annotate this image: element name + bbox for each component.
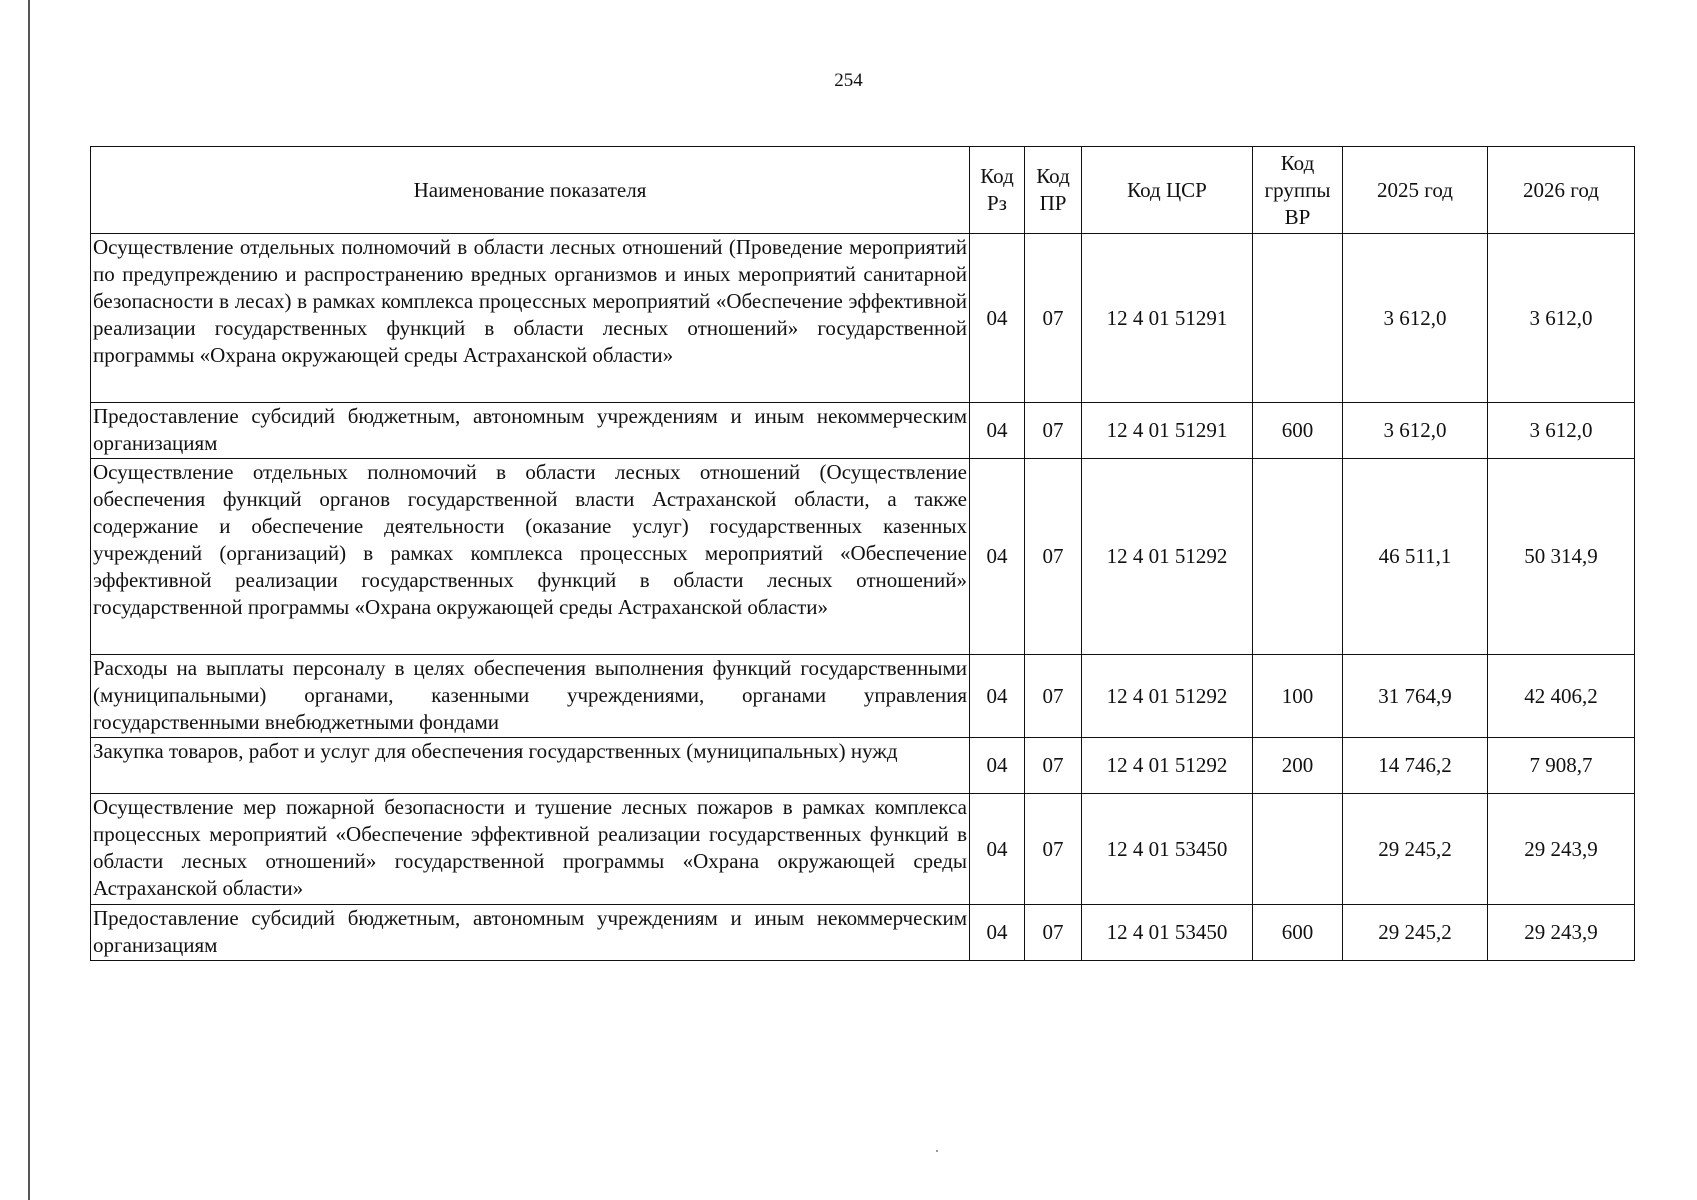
row-vr: 600 bbox=[1253, 403, 1343, 459]
row-rz: 04 bbox=[970, 738, 1025, 794]
row-vr bbox=[1253, 234, 1343, 403]
row-csr: 12 4 01 51292 bbox=[1082, 738, 1253, 794]
row-2025: 3 612,0 bbox=[1343, 234, 1488, 403]
table-row bbox=[91, 234, 1635, 403]
header-row bbox=[91, 147, 1635, 234]
row-vr bbox=[1253, 459, 1343, 655]
header-vr: Код группы ВР bbox=[1253, 147, 1343, 234]
row-rz: 04 bbox=[970, 459, 1025, 655]
row-name: Предоставление субсидий бюджетным, автономным учреждениям и иным некоммерческим организациям bbox=[91, 905, 970, 961]
row-2026: 29 243,9 bbox=[1488, 905, 1635, 961]
table-row bbox=[91, 738, 1635, 794]
row-name: Расходы на выплаты персоналу в целях обеспечения выполнения функций государственными (муниципальными) органами, казенными учреждениями, органами управления государственными внебюджетными фондами bbox=[91, 655, 970, 738]
row-csr: 12 4 01 51292 bbox=[1082, 459, 1253, 655]
row-csr: 12 4 01 53450 bbox=[1082, 794, 1253, 905]
row-2025: 3 612,0 bbox=[1343, 403, 1488, 459]
header-rz: Код Рз bbox=[970, 147, 1025, 234]
row-rz: 04 bbox=[970, 905, 1025, 961]
row-csr: 12 4 01 51292 bbox=[1082, 655, 1253, 738]
row-rz: 04 bbox=[970, 655, 1025, 738]
row-2025: 31 764,9 bbox=[1343, 655, 1488, 738]
row-2026: 42 406,2 bbox=[1488, 655, 1635, 738]
budget-table bbox=[90, 146, 1635, 961]
table-row bbox=[91, 905, 1635, 961]
row-name: Осуществление отдельных полномочий в области лесных отношений (Проведение мероприятий по предупреждению и распространению вредных организмов и иных мероприятий санитарной безопасности в лесах) в рамках комплекса процессных мероприятий «Обеспечение эффективной реализации государственных функций в области лесных отношений» государственной программы «Охрана окружающей среды Астраханской области» bbox=[91, 234, 970, 403]
header-2026: 2026 год bbox=[1488, 147, 1635, 234]
row-pr: 07 bbox=[1025, 459, 1082, 655]
row-2026: 29 243,9 bbox=[1488, 794, 1635, 905]
table-row bbox=[91, 655, 1635, 738]
row-2026: 7 908,7 bbox=[1488, 738, 1635, 794]
header-2025: 2025 год bbox=[1343, 147, 1488, 234]
row-pr: 07 bbox=[1025, 905, 1082, 961]
table-body bbox=[91, 234, 1635, 961]
table-header bbox=[91, 147, 1635, 234]
row-pr: 07 bbox=[1025, 403, 1082, 459]
row-vr: 200 bbox=[1253, 738, 1343, 794]
row-2025: 46 511,1 bbox=[1343, 459, 1488, 655]
row-2026: 3 612,0 bbox=[1488, 234, 1635, 403]
row-pr: 07 bbox=[1025, 738, 1082, 794]
row-pr: 07 bbox=[1025, 655, 1082, 738]
row-name: Предоставление субсидий бюджетным, автономным учреждениям и иным некоммерческим организациям bbox=[91, 403, 970, 459]
row-2025: 29 245,2 bbox=[1343, 794, 1488, 905]
row-2025: 29 245,2 bbox=[1343, 905, 1488, 961]
header-pr: Код ПР bbox=[1025, 147, 1082, 234]
page-margin-rule bbox=[28, 0, 30, 1200]
row-rz: 04 bbox=[970, 794, 1025, 905]
row-vr: 600 bbox=[1253, 905, 1343, 961]
row-pr: 07 bbox=[1025, 234, 1082, 403]
row-pr: 07 bbox=[1025, 794, 1082, 905]
row-rz: 04 bbox=[970, 234, 1025, 403]
row-name: Осуществление отдельных полномочий в области лесных отношений (Осуществление обеспечения функций органов государственной власти Астраханской области, а также содержание и обеспечение деятельности (оказание услуг) государственных казенных учреждений (организаций) в рамках комплекса процессных мероприятий «Обеспечение эффективной реализации государственных функций в области лесных отношений» государственной программы «Охрана окружающей среды Астраханской области» bbox=[91, 459, 970, 655]
row-2026: 3 612,0 bbox=[1488, 403, 1635, 459]
table-row bbox=[91, 794, 1635, 905]
row-rz: 04 bbox=[970, 403, 1025, 459]
row-2025: 14 746,2 bbox=[1343, 738, 1488, 794]
row-name: Закупка товаров, работ и услуг для обеспечения государственных (муниципальных) нужд bbox=[91, 738, 970, 794]
row-name: Осуществление мер пожарной безопасности и тушение лесных пожаров в рамках комплекса процессных мероприятий «Обеспечение эффективной реализации государственных функций в области лесных отношений» государственной программы «Охрана окружающей среды Астраханской области» bbox=[91, 794, 970, 905]
scan-speck bbox=[936, 1150, 938, 1152]
row-2026: 50 314,9 bbox=[1488, 459, 1635, 655]
row-vr: 100 bbox=[1253, 655, 1343, 738]
row-csr: 12 4 01 53450 bbox=[1082, 905, 1253, 961]
header-name: Наименование показателя bbox=[91, 147, 970, 234]
table-row bbox=[91, 403, 1635, 459]
row-vr bbox=[1253, 794, 1343, 905]
table-row bbox=[91, 459, 1635, 655]
page-number: 254 bbox=[834, 70, 863, 91]
row-csr: 12 4 01 51291 bbox=[1082, 234, 1253, 403]
row-csr: 12 4 01 51291 bbox=[1082, 403, 1253, 459]
header-csr: Код ЦСР bbox=[1082, 147, 1253, 234]
